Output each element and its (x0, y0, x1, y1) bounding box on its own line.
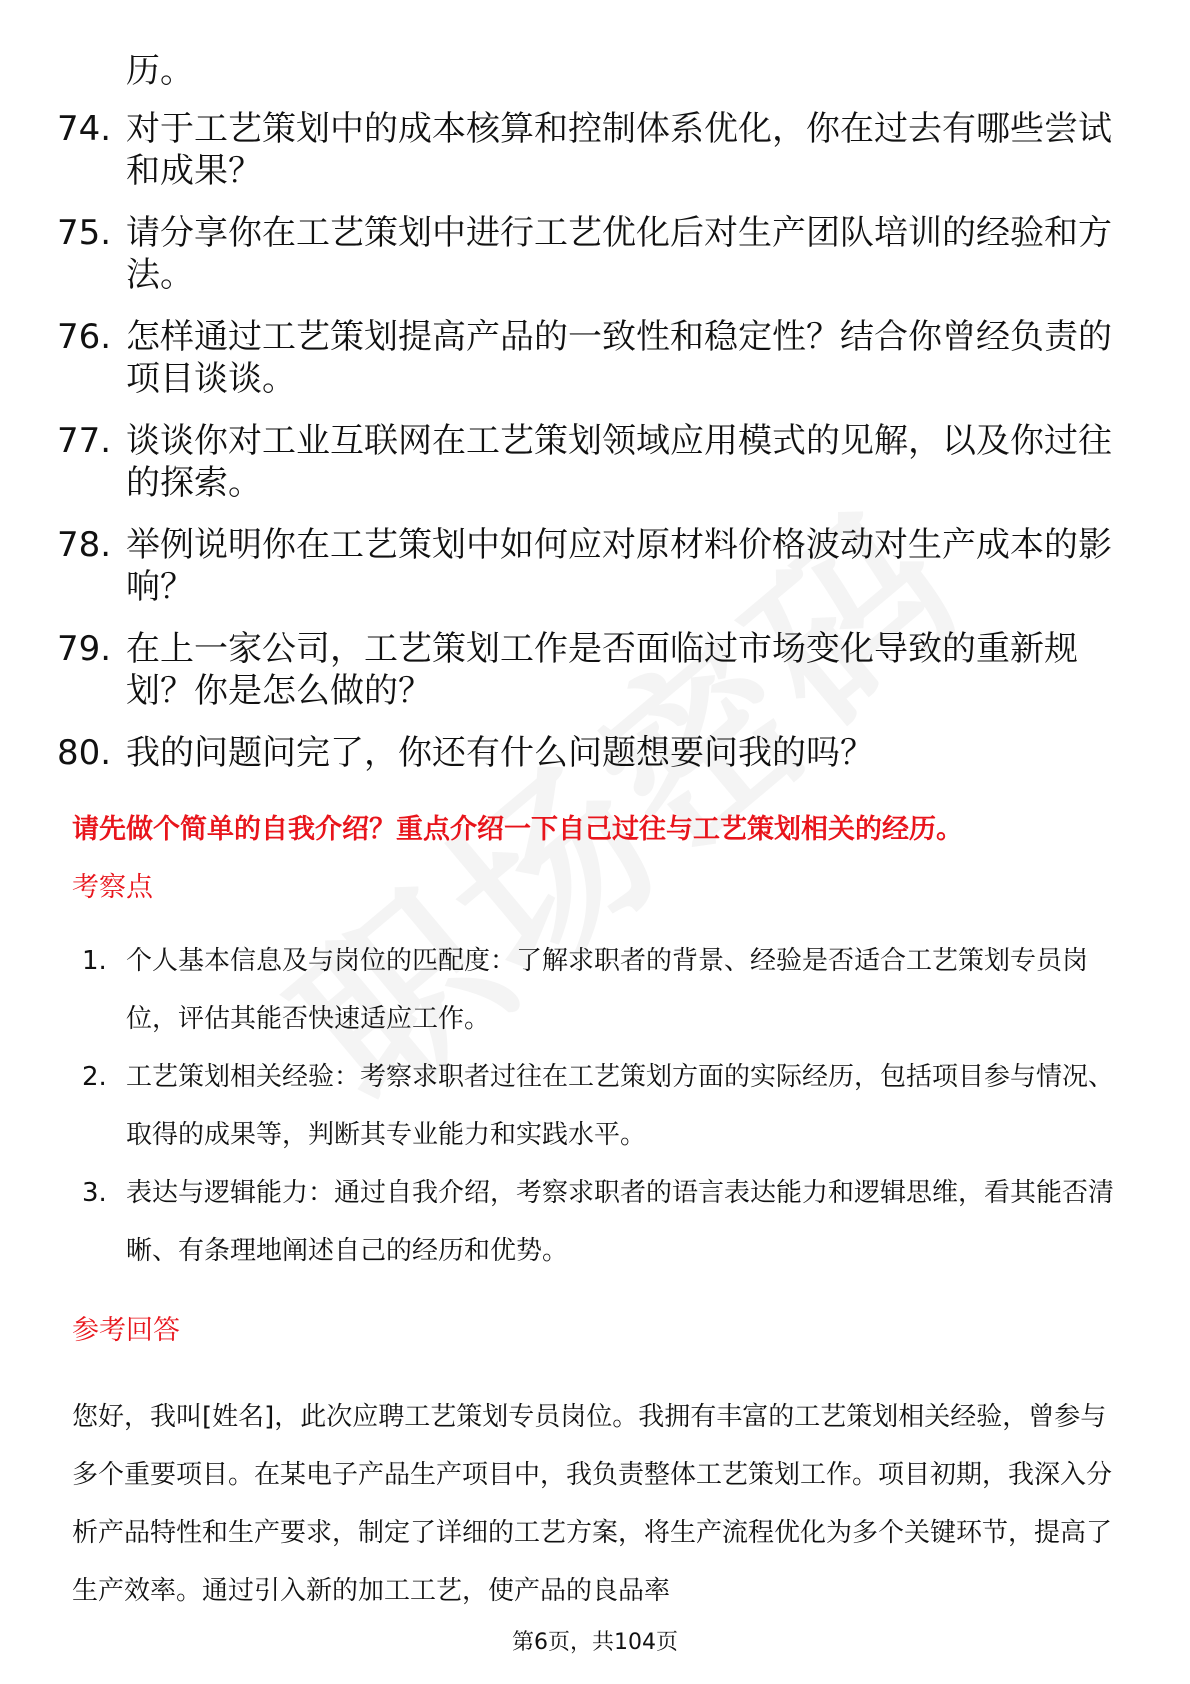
point-text: 个人基本信息及与岗位的匹配度：了解求职者的背景、经验是否适合工艺策划专员岗位，评估其能否快速适应工作。 (126, 946, 1089, 1034)
list-item (82, 1048, 1122, 1164)
examine-points-heading: 考察点 (72, 872, 153, 903)
question-text: 谈谈你对工业互联网在工艺策划领域应用模式的见解，以及你过往的探索。 (126, 421, 1112, 503)
list-item (57, 628, 1117, 712)
question-number: 78. (57, 525, 112, 565)
list-item (57, 420, 1117, 504)
reference-answer-text: 您好，我叫[姓名]，此次应聘工艺策划专员岗位。我拥有丰富的工艺策划相关经验，曾参与多个重要项目。在某电子产品生产项目中，我负责整体工艺策划工作。项目初期，我深入分析产品特性和生产要求，制定了详细的工艺方案，将生产流程优化为多个关键环节，提高了生产效率。通过引入新的加工工艺，使产品的良品率 (72, 1402, 1113, 1606)
question-list (57, 108, 1117, 794)
question-text: 在上一家公司，工艺策划工作是否面临过市场变化导致的重新规划？你是怎么做的？ (126, 629, 1078, 711)
question-number: 79. (57, 629, 112, 669)
page-footer: 第6页，共104页 (512, 1630, 678, 1655)
question-text: 怎样通过工艺策划提高产品的一致性和稳定性？结合你曾经负责的项目谈谈。 (126, 317, 1112, 399)
question-number: 76. (57, 317, 112, 357)
examine-points-list (82, 932, 1122, 1280)
list-item (57, 524, 1117, 608)
question-text: 请分享你在工艺策划中进行工艺优化后对生产团队培训的经验和方法。 (126, 213, 1112, 295)
point-text: 表达与逻辑能力：通过自我介绍，考察求职者的语言表达能力和逻辑思维，看其能否清晰、有条理地阐述自己的经历和优势。 (126, 1178, 1115, 1266)
question-text: 我的问题问完了，你还有什么问题想要问我的吗？ (126, 733, 874, 773)
list-item (57, 108, 1117, 192)
question-number: 80. (57, 733, 112, 773)
question-text: 对于工艺策划中的成本核算和控制体系优化，你在过去有哪些尝试和成果？ (126, 109, 1112, 191)
list-item (82, 1164, 1122, 1280)
point-number: 1. (82, 946, 107, 976)
section-question-heading: 请先做个简单的自我介绍？重点介绍一下自己过往与工艺策划相关的经历。 (72, 814, 963, 845)
point-number: 2. (82, 1062, 107, 1092)
list-item (57, 316, 1117, 400)
point-text: 工艺策划相关经验：考察求职者过往在工艺策划方面的实际经历，包括项目参与情况、取得的成果等，判断其专业能力和实践水平。 (126, 1062, 1115, 1150)
question-number: 74. (57, 109, 112, 149)
list-item (57, 732, 1117, 774)
list-item (82, 932, 1122, 1048)
reference-answer-heading: 参考回答 (72, 1315, 180, 1346)
question-number: 75. (57, 213, 112, 253)
question-text: 举例说明你在工艺策划中如何应对原材料价格波动对生产成本的影响？ (126, 525, 1112, 607)
continuation-text: 历。 (126, 51, 194, 91)
question-number: 77. (57, 421, 112, 461)
list-item (57, 212, 1117, 296)
point-number: 3. (82, 1178, 107, 1208)
